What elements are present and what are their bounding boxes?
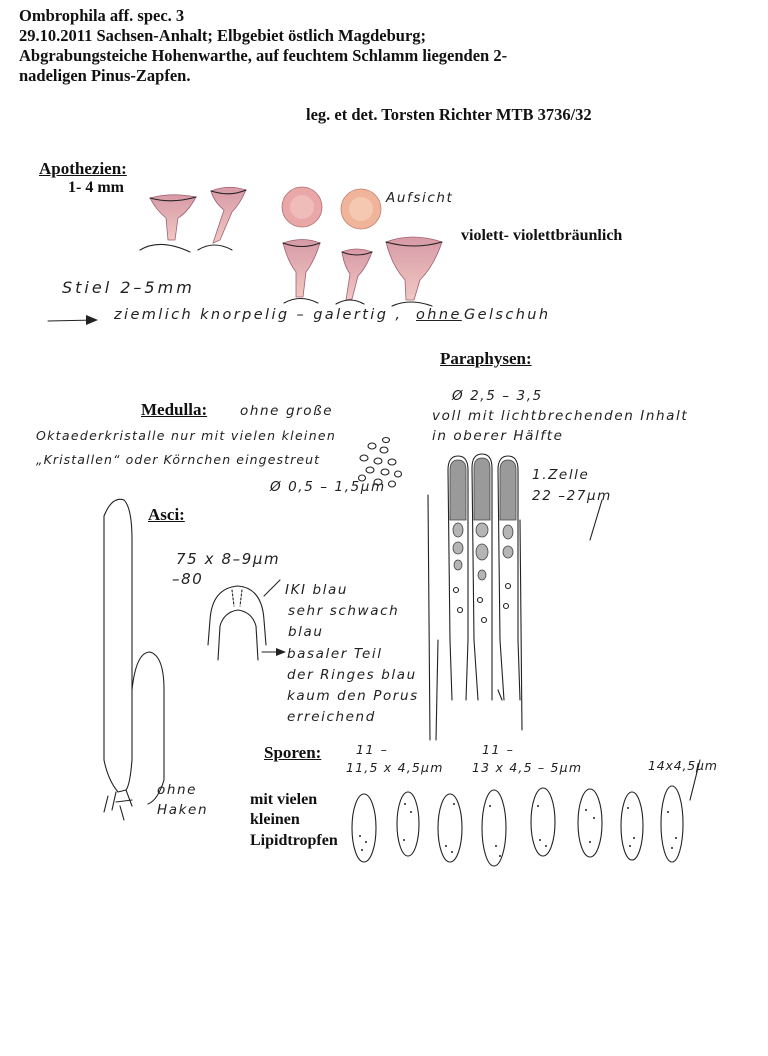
medulla-crystals — [359, 438, 402, 488]
apothecium-top-view-1 — [282, 187, 322, 227]
asci-note-ring: der Ringes blau — [287, 667, 417, 683]
sporen-label: Sporen: — [264, 743, 322, 762]
apothezien-size: 1- 4 mm — [68, 179, 124, 196]
header-substrate: Abgrabungsteiche Hohenwarthe, auf feuchtem Schlamm liegenden 2- — [19, 46, 508, 65]
spore-size-pointer — [690, 760, 700, 800]
haken-note-haken: Haken — [157, 802, 209, 818]
texture-ohne: ohne — [416, 307, 462, 323]
texture-gelschuh: Gelschuh — [464, 307, 551, 323]
apothecium-top-view-2 — [341, 189, 381, 229]
apothezien-color: violett- violettbräunlich — [461, 227, 623, 244]
asci-size-max: –80 — [172, 570, 204, 588]
collector-line: leg. et det. Torsten Richter MTB 3736/32 — [306, 105, 592, 124]
basal-arrow — [262, 648, 286, 656]
asci-note-porus: kaum den Porus — [287, 688, 419, 704]
ascus-apex-drawing — [208, 580, 280, 660]
asci-note-schwach: sehr schwach — [288, 603, 400, 619]
sporen-size1: 11,5 x 4,5µm — [346, 760, 444, 775]
medulla-line2: Oktaederkristalle nur mit vielen kleinen — [36, 428, 337, 443]
header-title: Ombrophila aff. spec. 3 — [19, 6, 185, 25]
texture-note: ziemlich knorpelig – galertig , — [114, 307, 403, 323]
medulla-label: Medulla: — [141, 400, 208, 419]
medulla-line3: „Kristallen“ oder Körnchen eingestreut — [36, 452, 321, 467]
sporen-size2: 13 x 4,5 – 5µm — [472, 760, 583, 775]
paraphysen-diameter: Ø 2,5 – 3,5 — [452, 388, 543, 404]
paraphysen-content-line1: voll mit lichtbrechenden Inhalt — [432, 408, 689, 424]
asci-note-erreichend: erreichend — [287, 709, 376, 725]
paraphysen-content-line2: in oberer Hälfte — [432, 428, 564, 444]
zelle-pointer — [590, 500, 602, 540]
stiel-note: Stiel 2–5mm — [62, 278, 195, 297]
zelle-size: 22 –27µm — [532, 488, 612, 504]
paraphyses-drawing — [428, 454, 522, 740]
haken-note-ohne: ohne — [157, 782, 198, 798]
apothezien-label: Apothezien: — [39, 159, 127, 178]
spore-lipid-droplets — [359, 803, 677, 857]
apothecium-side-1 — [140, 195, 196, 252]
apothecium-front-3 — [386, 237, 442, 306]
asci-size: 75 x 8–9µm — [176, 550, 281, 568]
sporen-size3: 14x4,5µm — [648, 758, 718, 773]
medulla-line1: ohne große — [240, 403, 334, 419]
asci-note-basal: basaler Teil — [287, 646, 383, 662]
aufsicht-note: Aufsicht — [386, 190, 454, 206]
ascus-drawing — [104, 499, 164, 820]
apothecium-side-2 — [198, 187, 246, 250]
lipid-line2: kleinen — [250, 811, 300, 828]
header-substrate-cont: nadeligen Pinus-Zapfen. — [19, 66, 191, 85]
medulla-crystal-size: Ø 0,5 – 1,5µm — [270, 479, 386, 495]
lipid-line1: mit vielen — [250, 791, 318, 808]
sporen-size2-min: 11 – — [482, 742, 515, 757]
paraphysen-label: Paraphysen: — [440, 349, 532, 368]
zelle-label: 1.Zelle — [532, 467, 590, 483]
apothecium-front-2 — [336, 249, 372, 304]
asci-note-iki: IKI blau — [285, 582, 349, 598]
texture-arrow — [48, 315, 98, 325]
spores-drawing — [352, 786, 683, 866]
apothecium-front-1 — [283, 240, 320, 304]
lipid-line3: Lipidtropfen — [250, 832, 338, 849]
header-date-location: 29.10.2011 Sachsen-Anhalt; Elbgebiet östlich Magdeburg; — [19, 26, 427, 45]
asci-label: Asci: — [148, 505, 185, 524]
asci-note-blau: blau — [288, 624, 324, 640]
sporen-size1-min: 11 – — [356, 742, 389, 757]
